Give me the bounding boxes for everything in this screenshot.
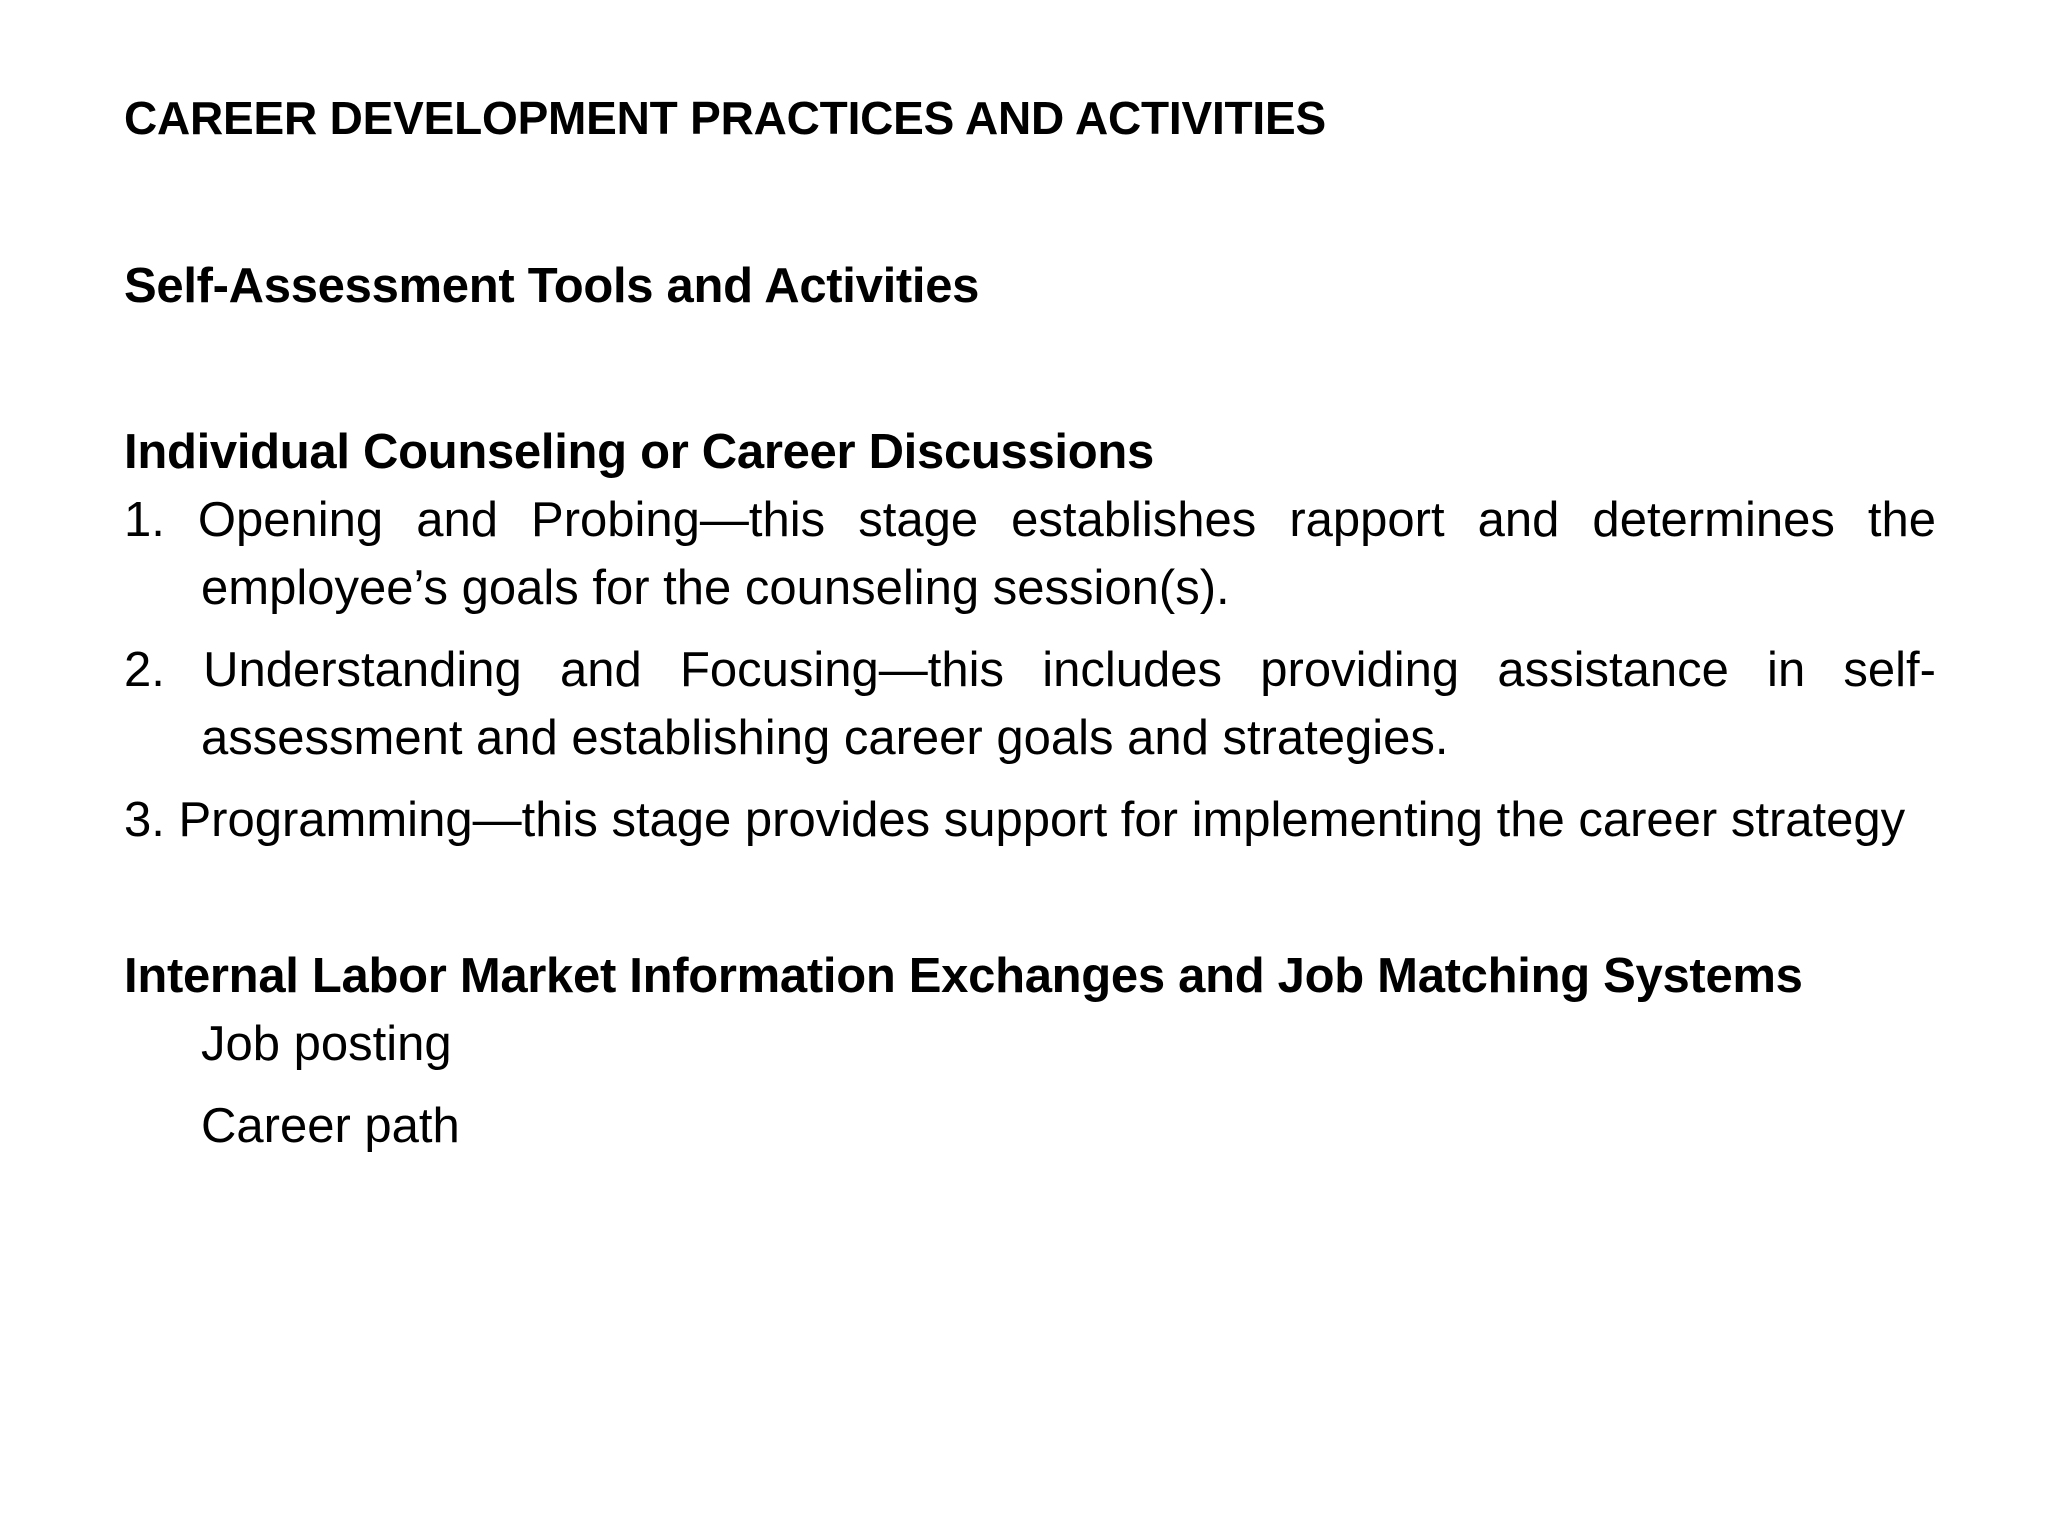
counseling-stages-list <box>124 486 1936 854</box>
page-title: CAREER DEVELOPMENT PRACTICES AND ACTIVITIES <box>124 92 1326 144</box>
section-heading-individual-counseling: Individual Counseling or Career Discussions <box>124 425 1154 479</box>
section-heading-self-assessment: Self-Assessment Tools and Activities <box>124 259 980 313</box>
section-internal-labor-market <box>124 942 1936 1160</box>
list-item-opening-probing: 1. Opening and Probing—this stage establishes rapport and determines the employee’s goals for the counseling session(s). <box>124 493 1936 615</box>
list-item-understanding-focusing: 2. Understanding and Focusing—this includes providing assistance in self-assessment and establishing career goals and strategies. <box>124 643 1936 765</box>
section-heading-internal-labor-market: Internal Labor Market Information Exchanges and Job Matching Systems <box>124 949 1803 1003</box>
list-item-career-path: Career path <box>201 1099 460 1153</box>
list-item-job-posting: Job posting <box>201 1017 452 1071</box>
list-item-programming: 3. Programming—this stage provides support for implementing the career strategy <box>124 793 1906 847</box>
slide-content <box>124 86 1936 1174</box>
job-matching-list <box>124 1010 1936 1160</box>
section-individual-counseling <box>124 418 1936 854</box>
